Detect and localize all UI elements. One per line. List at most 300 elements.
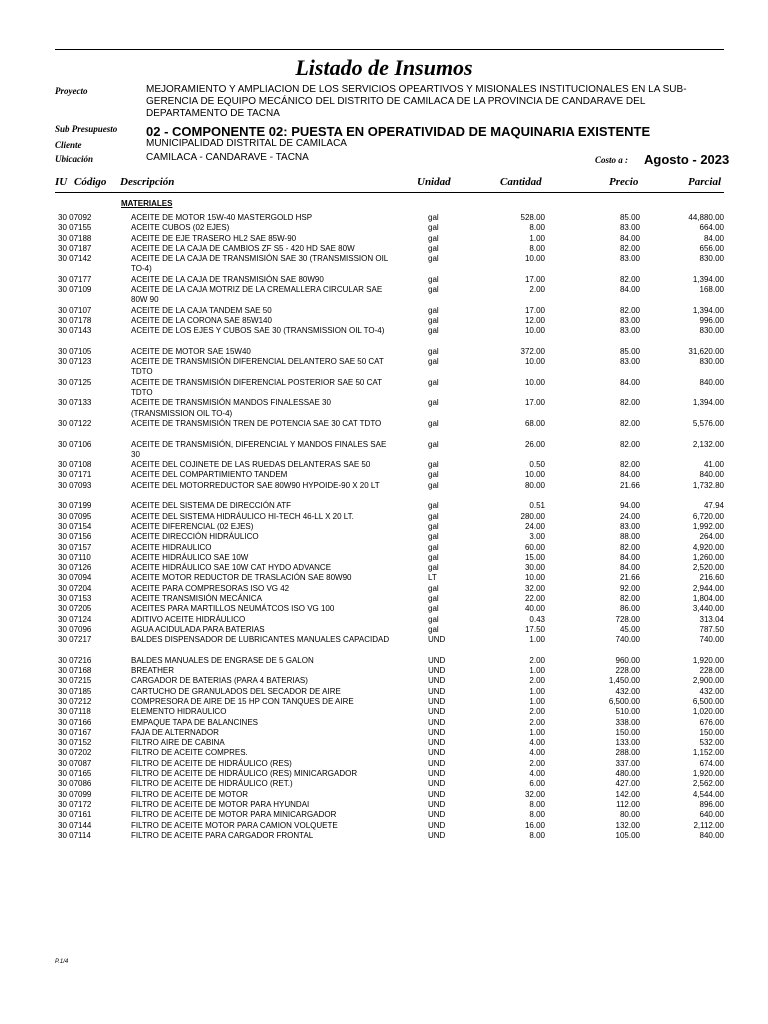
item-description: FILTRO DE ACEITE DE MOTOR PARA MINICARGADOR (131, 810, 337, 820)
items-table (0, 213, 768, 841)
item-description: ACEITE DE MOTOR SAE 15W40 (131, 346, 251, 356)
item-price: 427.00 (615, 779, 640, 789)
table-row (0, 543, 768, 553)
item-unit: gal (428, 470, 439, 480)
item-description: ACEITE CUBOS (02 EJES) (131, 223, 230, 233)
item-price: 82.00 (619, 418, 640, 428)
item-code: 30 07086 (58, 779, 92, 789)
table-row (0, 821, 768, 831)
item-price: 133.00 (615, 738, 640, 748)
item-partial: 168.00 (699, 285, 724, 295)
item-code: 30 07165 (58, 769, 92, 779)
item-price: 82.00 (619, 460, 640, 470)
item-partial: 216.60 (699, 573, 724, 583)
item-quantity: 68.00 (524, 418, 545, 428)
item-price: 432.00 (615, 686, 640, 696)
item-quantity: 8.00 (529, 810, 545, 820)
table-row (0, 573, 768, 583)
item-price: 82.00 (619, 243, 640, 253)
item-price: 510.00 (615, 707, 640, 717)
item-price: 84.00 (619, 285, 640, 295)
item-description: ADITIVO ACEITE HIDRÁULICO (131, 614, 246, 624)
item-quantity: 8.00 (529, 223, 545, 233)
item-price: 85.00 (619, 346, 640, 356)
item-partial: 5,576.00 (692, 418, 724, 428)
item-quantity: 10.00 (524, 470, 545, 480)
item-partial: 664.00 (699, 223, 724, 233)
item-unit: UND (428, 830, 446, 840)
item-quantity: 60.00 (524, 542, 545, 552)
item-quantity: 30.00 (524, 563, 545, 573)
item-code: 30 07161 (58, 810, 92, 820)
item-description: CARGADOR DE BATERIAS (PARA 4 BATERIAS) (131, 676, 308, 686)
item-code: 30 07110 (58, 552, 91, 562)
sub-presupuesto-value: 02 - COMPONENTE 02: PUESTA EN OPERATIVIDAD DE MAQUINARIA EXISTENTE (146, 124, 651, 139)
item-unit: gal (428, 243, 439, 253)
item-code: 30 07094 (58, 573, 92, 583)
table-row (0, 306, 768, 316)
item-quantity: 2.00 (529, 717, 545, 727)
item-description: FILTRO DE ACEITE DE HIDRÁULICO (RET.) (131, 779, 293, 789)
item-quantity: 15.00 (524, 552, 545, 562)
page-title: Listado de Insumos (295, 55, 473, 80)
item-unit: UND (428, 717, 446, 727)
table-row (0, 728, 768, 738)
item-partial: 84.00 (703, 233, 724, 243)
table-row (0, 563, 768, 573)
item-code: 30 07167 (58, 727, 92, 737)
item-unit: gal (428, 377, 439, 387)
item-price: 88.00 (619, 532, 640, 542)
item-partial: 830.00 (699, 254, 724, 264)
item-price: 92.00 (619, 583, 640, 593)
item-description: ACEITE DE EJE TRASERO HL2 SAE 85W-90 (131, 233, 297, 243)
item-description: ACEITE HIDRAULICO (131, 542, 212, 552)
header-precio: Precio (609, 176, 639, 188)
item-description: ACEITE DE LA CORONA SAE 85W140 (131, 315, 272, 325)
table-row (0, 707, 768, 717)
item-code: 30 07109 (58, 285, 92, 295)
item-description: ACEITE TRANSMISIÓN MECÁNICA (131, 593, 262, 603)
item-description: ACEITE HIDRÁULICO SAE 10W CAT HYDO ADVANCE (131, 563, 332, 573)
item-unit: UND (428, 727, 446, 737)
item-description: FILTRO DE ACEITE PARA CARGADOR FRONTAL (131, 830, 314, 840)
item-partial: 1,992.00 (692, 521, 724, 531)
item-partial: 4,544.00 (692, 789, 724, 799)
item-unit: gal (428, 593, 439, 603)
item-price: 288.00 (615, 748, 640, 758)
table-row (0, 470, 768, 480)
header-iu: IU (55, 176, 68, 188)
item-partial: 1,732.80 (692, 480, 724, 490)
item-price: 132.00 (615, 820, 640, 830)
item-quantity: 17.00 (524, 398, 545, 408)
table-row (0, 615, 768, 625)
item-quantity: 8.00 (529, 830, 545, 840)
item-partial: 6,720.00 (692, 511, 724, 521)
item-description: BREATHER (131, 666, 174, 676)
item-unit: gal (428, 460, 439, 470)
item-price: 83.00 (619, 315, 640, 325)
item-unit: gal (428, 542, 439, 552)
item-description: ACEITE DE LA CAJA MOTRIZ DE LA CREMALLERA CIRCULAR SAE 80W 90 (131, 285, 383, 305)
table-row (0, 275, 768, 285)
item-code: 30 07118 (58, 707, 91, 717)
item-quantity: 10.00 (524, 254, 545, 264)
item-unit: gal (428, 254, 439, 264)
item-code: 30 07177 (58, 274, 92, 284)
item-partial: 1,020.00 (692, 707, 724, 717)
item-code: 30 07142 (58, 254, 92, 264)
item-partial: 1,804.00 (692, 593, 724, 603)
item-unit: UND (428, 820, 446, 830)
item-partial: 1,394.00 (692, 305, 724, 315)
table-row (0, 584, 768, 594)
item-description: CARTUCHO DE GRANULADOS DEL SECADOR DE AIRE (131, 686, 341, 696)
item-code: 30 07143 (58, 326, 92, 336)
item-price: 83.00 (619, 521, 640, 531)
item-code: 30 07172 (58, 799, 92, 809)
item-description: AGUA ACIDULADA PARA BATERIAS (131, 624, 265, 634)
item-code: 30 07168 (58, 666, 92, 676)
item-code: 30 07106 (58, 439, 92, 449)
item-code: 30 07185 (58, 686, 92, 696)
item-partial: 31,620.00 (688, 346, 724, 356)
table-row (0, 223, 768, 233)
item-partial: 674.00 (699, 758, 724, 768)
item-code: 30 07133 (58, 398, 92, 408)
item-description: ACEITE HIDRÁULICO SAE 10W (131, 552, 249, 562)
cliente-value: MUNICIPALIDAD DISTRITAL DE CAMILACA (146, 138, 347, 149)
item-code: 30 07114 (58, 830, 91, 840)
item-description: ACEITE DE TRANSMISIÓN, DIFERENCIAL Y MANDOS FINALES SAE 30 (131, 439, 387, 459)
item-description: ELEMENTO HIDRAULICO (131, 707, 227, 717)
item-price: 82.00 (619, 274, 640, 284)
item-price: 337.00 (615, 758, 640, 768)
item-price: 83.00 (619, 357, 640, 367)
item-code: 30 07166 (58, 717, 92, 727)
label-proyecto: Proyecto (55, 86, 88, 96)
item-price: 24.00 (619, 511, 640, 521)
item-price: 150.00 (615, 727, 640, 737)
table-row (0, 666, 768, 676)
table-row (0, 326, 768, 347)
item-quantity: 2.00 (529, 758, 545, 768)
item-code: 30 07092 (58, 213, 92, 222)
item-code: 30 07096 (58, 624, 92, 634)
item-price: 82.00 (619, 593, 640, 603)
item-code: 30 07108 (58, 460, 92, 470)
item-description: FILTRO DE ACEITE DE MOTOR PARA HYUNDAI (131, 799, 310, 809)
header-codigo: Código (74, 176, 107, 188)
item-code: 30 07144 (58, 820, 92, 830)
item-unit: gal (428, 213, 439, 222)
item-price: 94.00 (619, 501, 640, 511)
item-partial: 44,880.00 (688, 213, 724, 222)
item-partial: 47.94 (703, 501, 724, 511)
table-row (0, 244, 768, 254)
item-code: 30 07157 (58, 542, 92, 552)
item-price: 85.00 (619, 213, 640, 222)
table-row (0, 676, 768, 686)
item-unit: gal (428, 439, 439, 449)
item-partial: 996.00 (699, 315, 724, 325)
item-quantity: 0.43 (529, 614, 545, 624)
item-description: COMPRESORA DE AIRE DE 15 HP CON TANQUES DE AIRE (131, 696, 354, 706)
item-partial: 2,562.00 (692, 779, 724, 789)
item-code: 30 07212 (58, 696, 92, 706)
item-unit: gal (428, 346, 439, 356)
item-price: 83.00 (619, 254, 640, 264)
header-rule (55, 192, 724, 193)
item-unit: UND (428, 666, 446, 676)
item-code: 30 07171 (58, 470, 92, 480)
item-partial: 676.00 (699, 717, 724, 727)
table-row (0, 512, 768, 522)
item-code: 30 07155 (58, 223, 92, 233)
item-description: FILTRO DE ACEITE DE HIDRÁULICO (RES) (131, 758, 292, 768)
item-unit: gal (428, 398, 439, 408)
item-unit: UND (428, 769, 446, 779)
table-row (0, 738, 768, 748)
item-code: 30 07105 (58, 346, 92, 356)
item-code: 30 07126 (58, 563, 92, 573)
item-price: 21.66 (619, 480, 640, 490)
item-code: 30 07205 (58, 604, 92, 614)
item-description: FAJA DE ALTERNADOR (131, 727, 219, 737)
item-description: ACEITE DIRECCIÓN HIDRÁULICO (131, 532, 259, 542)
item-price: 83.00 (619, 223, 640, 233)
item-unit: UND (428, 789, 446, 799)
item-unit: gal (428, 521, 439, 531)
table-row (0, 553, 768, 563)
header-descripcion: Descripción (120, 176, 175, 188)
item-description: ACEITE PARA COMPRESORAS ISO VG 42 (131, 583, 290, 593)
item-code: 30 07099 (58, 789, 92, 799)
table-row (0, 635, 768, 656)
table-row (0, 759, 768, 769)
item-description: ACEITE DEL COJINETE DE LAS RUEDAS DELANTERAS SAE 50 (131, 460, 371, 470)
table-row (0, 234, 768, 244)
item-price: 960.00 (615, 655, 640, 665)
item-quantity: 4.00 (529, 748, 545, 758)
table-row (0, 748, 768, 758)
header-parcial: Parcial (688, 176, 721, 188)
item-unit: gal (428, 604, 439, 614)
item-price: 112.00 (616, 799, 640, 809)
item-quantity: 0.50 (529, 460, 545, 470)
item-unit: gal (428, 223, 439, 233)
item-description: ACEITES PARA MARTILLOS NEUMÁTCOS ISO VG 100 (131, 604, 335, 614)
item-price: 82.00 (619, 542, 640, 552)
item-unit: UND (428, 707, 446, 717)
table-row (0, 357, 768, 378)
item-unit: UND (428, 686, 446, 696)
item-price: 6,500.00 (608, 696, 640, 706)
top-rule (55, 49, 724, 50)
item-code: 30 07216 (58, 655, 92, 665)
item-code: 30 07156 (58, 532, 92, 542)
item-partial: 2,900.00 (692, 676, 724, 686)
item-price: 82.00 (619, 439, 640, 449)
item-description: ACEITE DE TRANSMISIÓN DIFERENCIAL DELANTERO SAE 50 CAT TDTO (131, 357, 384, 377)
item-code: 30 07217 (58, 635, 92, 645)
item-code: 30 07087 (58, 758, 92, 768)
item-quantity: 1.00 (529, 666, 545, 676)
item-unit: LT (428, 573, 437, 583)
section-materiales: MATERIALES (121, 199, 173, 208)
item-quantity: 372.00 (520, 346, 545, 356)
table-row (0, 687, 768, 697)
item-quantity: 12.00 (524, 315, 545, 325)
item-code: 30 07178 (58, 315, 92, 325)
item-description: FILTRO AIRE DE CABINA (131, 738, 225, 748)
item-partial: 150.00 (699, 727, 724, 737)
item-code: 30 07202 (58, 748, 92, 758)
item-quantity: 6.00 (529, 779, 545, 789)
label-sub-presupuesto: Sub Presupuesto (55, 124, 118, 134)
item-description: ACEITE DE TRANSMISIÓN MANDOS FINALESSAE 30 (TRANSMISSION OIL TO-4) (131, 398, 331, 418)
item-description: ACEITE DEL SISTEMA HIDRÁULICO HI-TECH 46-LL X 20 LT. (131, 511, 354, 521)
item-unit: gal (428, 501, 439, 511)
item-unit: gal (428, 357, 439, 367)
item-partial: 896.00 (699, 799, 724, 809)
item-description: ACEITE DEL MOTORREDUCTOR SAE 80W90 HYPOIDE-90 X 20 LT (131, 480, 380, 490)
item-partial: 1,260.00 (692, 552, 724, 562)
item-unit: gal (428, 285, 439, 295)
item-description: ACEITE DE LA CAJA TANDEM SAE 50 (131, 305, 272, 315)
item-quantity: 16.00 (524, 820, 545, 830)
item-unit: UND (428, 758, 446, 768)
table-row (0, 213, 768, 223)
item-unit: gal (428, 274, 439, 284)
table-row (0, 460, 768, 470)
item-unit: gal (428, 315, 439, 325)
table-row (0, 810, 768, 820)
item-unit: UND (428, 655, 446, 665)
item-unit: gal (428, 418, 439, 428)
item-partial: 1,394.00 (692, 398, 724, 408)
item-description: ACEITE DEL SISTEMA DE DIRECCIÓN ATF (131, 501, 292, 511)
item-partial: 264.00 (699, 532, 724, 542)
item-partial: 2,520.00 (692, 563, 724, 573)
item-quantity: 17.00 (524, 305, 545, 315)
item-description: ACEITE DIFERENCIAL (02 EJES) (131, 521, 254, 531)
item-partial: 432.00 (699, 686, 724, 696)
table-row (0, 697, 768, 707)
item-partial: 840.00 (699, 470, 724, 480)
item-quantity: 40.00 (524, 604, 545, 614)
item-unit: gal (428, 552, 439, 562)
item-price: 45.00 (619, 624, 640, 634)
item-code: 30 07152 (58, 738, 92, 748)
item-code: 30 07095 (58, 511, 92, 521)
item-quantity: 8.00 (529, 243, 545, 253)
item-unit: gal (428, 480, 439, 490)
item-quantity: 2.00 (529, 676, 545, 686)
table-row (0, 779, 768, 789)
item-code: 30 07187 (58, 243, 92, 253)
item-quantity: 17.50 (524, 624, 545, 634)
item-quantity: 4.00 (529, 738, 545, 748)
item-description: ACEITE DE LA CAJA DE CAMBIOS ZF S5 - 420 HD SAE 80W (131, 243, 355, 253)
item-price: 1,450.00 (608, 676, 640, 686)
page-number: P.1/4 (55, 959, 69, 965)
table-row (0, 656, 768, 666)
item-quantity: 22.00 (524, 593, 545, 603)
costo-value: Agosto - 2023 (644, 152, 730, 167)
label-ubicacion: Ubicación (55, 154, 93, 164)
item-partial: 830.00 (699, 326, 724, 336)
item-partial: 2,132.00 (692, 439, 724, 449)
item-price: 21.66 (619, 573, 640, 583)
table-row (0, 790, 768, 800)
item-partial: 640.00 (699, 810, 724, 820)
header-unidad: Unidad (417, 176, 451, 188)
item-partial: 3,440.00 (692, 604, 724, 614)
item-quantity: 8.00 (529, 799, 545, 809)
item-description: ACEITE DE TRANSMISIÓN DIFERENCIAL POSTERIOR SAE 50 CAT TDTO (131, 377, 382, 398)
item-partial: 740.00 (699, 635, 724, 645)
item-partial: 787.50 (699, 624, 724, 634)
item-price: 84.00 (619, 552, 640, 562)
item-quantity: 528.00 (520, 213, 545, 222)
item-price: 84.00 (619, 377, 640, 387)
item-price: 740.00 (615, 635, 640, 645)
item-unit: UND (428, 696, 446, 706)
item-quantity: 2.00 (529, 707, 545, 717)
item-partial: 656.00 (699, 243, 724, 253)
ubicacion-value: CAMILACA - CANDARAVE - TACNA (146, 152, 309, 163)
item-code: 30 07154 (58, 521, 92, 531)
item-unit: gal (428, 614, 439, 624)
item-code: 30 07153 (58, 593, 92, 603)
table-row (0, 316, 768, 326)
item-quantity: 4.00 (529, 769, 545, 779)
table-row (0, 501, 768, 511)
item-quantity: 24.00 (524, 521, 545, 531)
table-row (0, 718, 768, 728)
item-description: ACEITE DE LA CAJA DE TRANSMISIÓN SAE 80W90 (131, 274, 324, 284)
item-price: 84.00 (619, 470, 640, 480)
table-row (0, 800, 768, 810)
item-quantity: 2.00 (529, 655, 545, 665)
item-unit: UND (428, 635, 446, 645)
item-price: 338.00 (615, 717, 640, 727)
item-code: 30 07122 (58, 418, 92, 428)
table-row (0, 481, 768, 502)
item-code: 30 07093 (58, 480, 92, 490)
table-row (0, 594, 768, 604)
item-partial: 4,920.00 (692, 542, 724, 552)
item-code: 30 07204 (58, 583, 92, 593)
item-partial: 1,394.00 (692, 274, 724, 284)
item-quantity: 0.51 (529, 501, 545, 511)
item-price: 84.00 (619, 563, 640, 573)
item-quantity: 80.00 (524, 480, 545, 490)
item-partial: 313.04 (699, 614, 724, 624)
item-partial: 1,920.00 (692, 655, 724, 665)
item-price: 142.00 (615, 789, 640, 799)
item-unit: gal (428, 624, 439, 634)
item-unit: gal (428, 233, 439, 243)
item-unit: UND (428, 779, 446, 789)
item-quantity: 10.00 (524, 377, 545, 387)
item-description: BALDES DISPENSADOR DE LUBRICANTES MANUALES CAPACIDAD (131, 635, 390, 645)
item-price: 82.00 (619, 305, 640, 315)
item-quantity: 1.00 (529, 233, 545, 243)
item-unit: UND (428, 799, 446, 809)
